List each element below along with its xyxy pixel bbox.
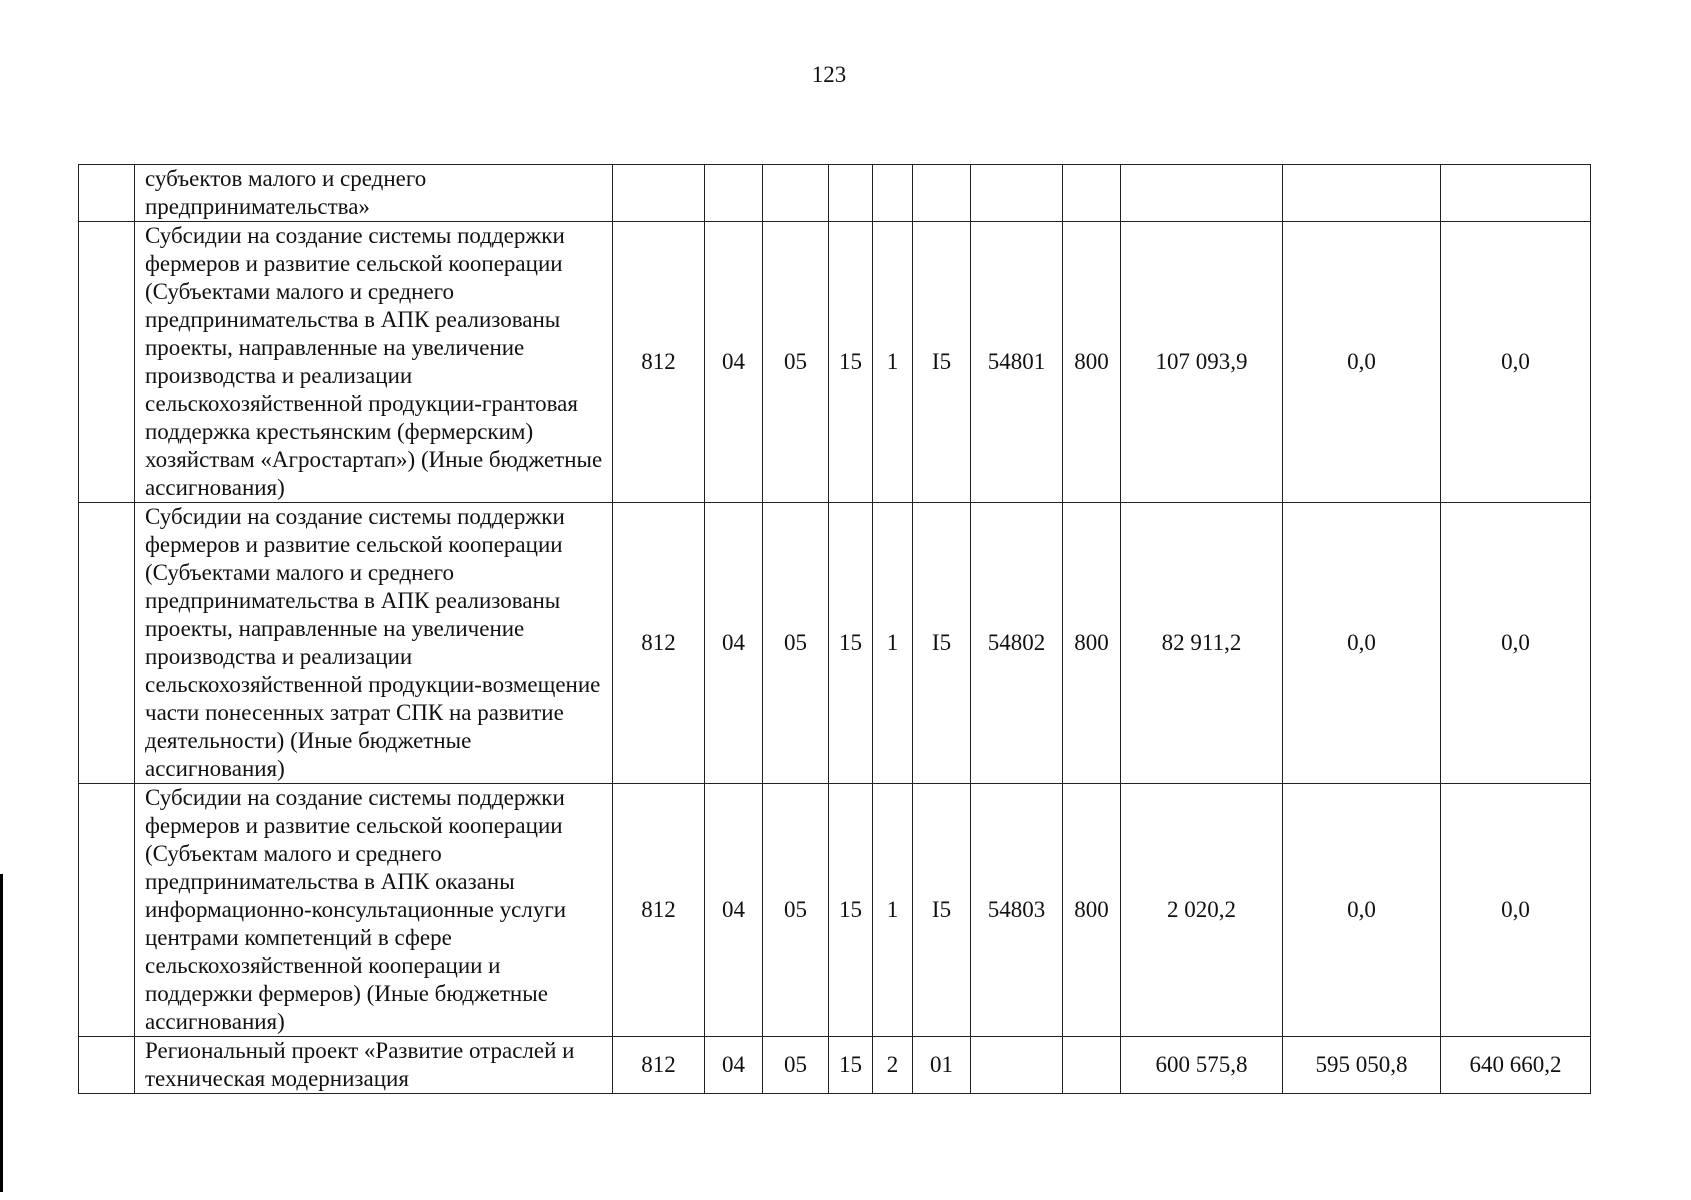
subsection-cell: 05 <box>763 222 829 503</box>
code-cell: 54803 <box>971 784 1063 1037</box>
description-cell: Региональный проект «Развитие отраслей и техническая модернизация <box>135 1037 613 1094</box>
description-cell: Субсидии на создание системы поддержки фермеров и развитие сельской кооперации (Субъектами малого и среднего предпринимательства в АПК реализованы проекты, направленные на увеличение производства и реализации сельскохозяйственной продукции-возмещение части понесенных затрат СПК на развитие деятельности) (Иные бюджетные ассигнования) <box>135 503 613 784</box>
ministry-cell: 812 <box>613 1037 705 1094</box>
direction-cell: I5 <box>913 222 971 503</box>
subprogram-cell: 1 <box>873 784 913 1037</box>
expense-type-cell <box>1063 1037 1121 1094</box>
program-cell: 15 <box>829 222 873 503</box>
scan-edge-mark <box>0 874 3 1192</box>
ministry-cell: 812 <box>613 784 705 1037</box>
table-row <box>79 222 1591 503</box>
description-cell: субъектов малого и среднего предпринимательства» <box>135 165 613 222</box>
table-row <box>79 1037 1591 1094</box>
ministry-cell: 812 <box>613 222 705 503</box>
section-cell <box>705 165 763 222</box>
sum-3-cell: 640 660,2 <box>1441 1037 1591 1094</box>
sum-2-cell: 595 050,8 <box>1283 1037 1441 1094</box>
row-number-cell <box>79 222 135 503</box>
program-cell: 15 <box>829 784 873 1037</box>
row-number-cell <box>79 1037 135 1094</box>
subprogram-cell: 1 <box>873 222 913 503</box>
expense-type-cell <box>1063 165 1121 222</box>
code-cell: 54802 <box>971 503 1063 784</box>
sum-1-cell: 82 911,2 <box>1121 503 1283 784</box>
section-cell: 04 <box>705 1037 763 1094</box>
description-cell: Субсидии на создание системы поддержки фермеров и развитие сельской кооперации (Субъектам малого и среднего предпринимательства в АПК оказаны информационно-консультационные услуги центрами компетенций в сфере сельскохозяйственной кооперации и поддержки фермеров) (Иные бюджетные ассигнования) <box>135 784 613 1037</box>
subprogram-cell: 2 <box>873 1037 913 1094</box>
subsection-cell: 05 <box>763 503 829 784</box>
expense-type-cell: 800 <box>1063 784 1121 1037</box>
direction-cell: 01 <box>913 1037 971 1094</box>
expense-type-cell: 800 <box>1063 503 1121 784</box>
subsection-cell <box>763 165 829 222</box>
sum-1-cell: 2 020,2 <box>1121 784 1283 1037</box>
subprogram-cell <box>873 165 913 222</box>
sum-1-cell <box>1121 165 1283 222</box>
sum-3-cell <box>1441 165 1591 222</box>
section-cell: 04 <box>705 222 763 503</box>
sum-3-cell: 0,0 <box>1441 784 1591 1037</box>
subsection-cell: 05 <box>763 784 829 1037</box>
sum-2-cell: 0,0 <box>1283 503 1441 784</box>
program-cell: 15 <box>829 503 873 784</box>
page-number: 123 <box>811 62 847 87</box>
subprogram-cell: 1 <box>873 503 913 784</box>
expense-type-cell: 800 <box>1063 222 1121 503</box>
subsection-cell: 05 <box>763 1037 829 1094</box>
code-cell: 54801 <box>971 222 1063 503</box>
row-number-cell <box>79 503 135 784</box>
sum-3-cell: 0,0 <box>1441 503 1591 784</box>
code-cell <box>971 165 1063 222</box>
direction-cell: I5 <box>913 503 971 784</box>
sum-2-cell: 0,0 <box>1283 784 1441 1037</box>
code-cell <box>971 1037 1063 1094</box>
program-cell <box>829 165 873 222</box>
table-row <box>79 503 1591 784</box>
section-cell: 04 <box>705 503 763 784</box>
sum-1-cell: 600 575,8 <box>1121 1037 1283 1094</box>
row-number-cell <box>79 784 135 1037</box>
table-row <box>79 784 1591 1037</box>
direction-cell <box>913 165 971 222</box>
ministry-cell: 812 <box>613 503 705 784</box>
table-row <box>79 165 1591 222</box>
budget-table <box>78 164 1591 1094</box>
section-cell: 04 <box>705 784 763 1037</box>
description-cell: Субсидии на создание системы поддержки фермеров и развитие сельской кооперации (Субъектами малого и среднего предпринимательства в АПК реализованы проекты, направленные на увеличение производства и реализации сельскохозяйственной продукции-грантовая поддержка крестьянским (фермерским) хозяйствам «Агростартап») (Иные бюджетные ассигнования) <box>135 222 613 503</box>
sum-1-cell: 107 093,9 <box>1121 222 1283 503</box>
program-cell: 15 <box>829 1037 873 1094</box>
direction-cell: I5 <box>913 784 971 1037</box>
row-number-cell <box>79 165 135 222</box>
sum-2-cell: 0,0 <box>1283 222 1441 503</box>
sum-3-cell: 0,0 <box>1441 222 1591 503</box>
sum-2-cell <box>1283 165 1441 222</box>
ministry-cell <box>613 165 705 222</box>
